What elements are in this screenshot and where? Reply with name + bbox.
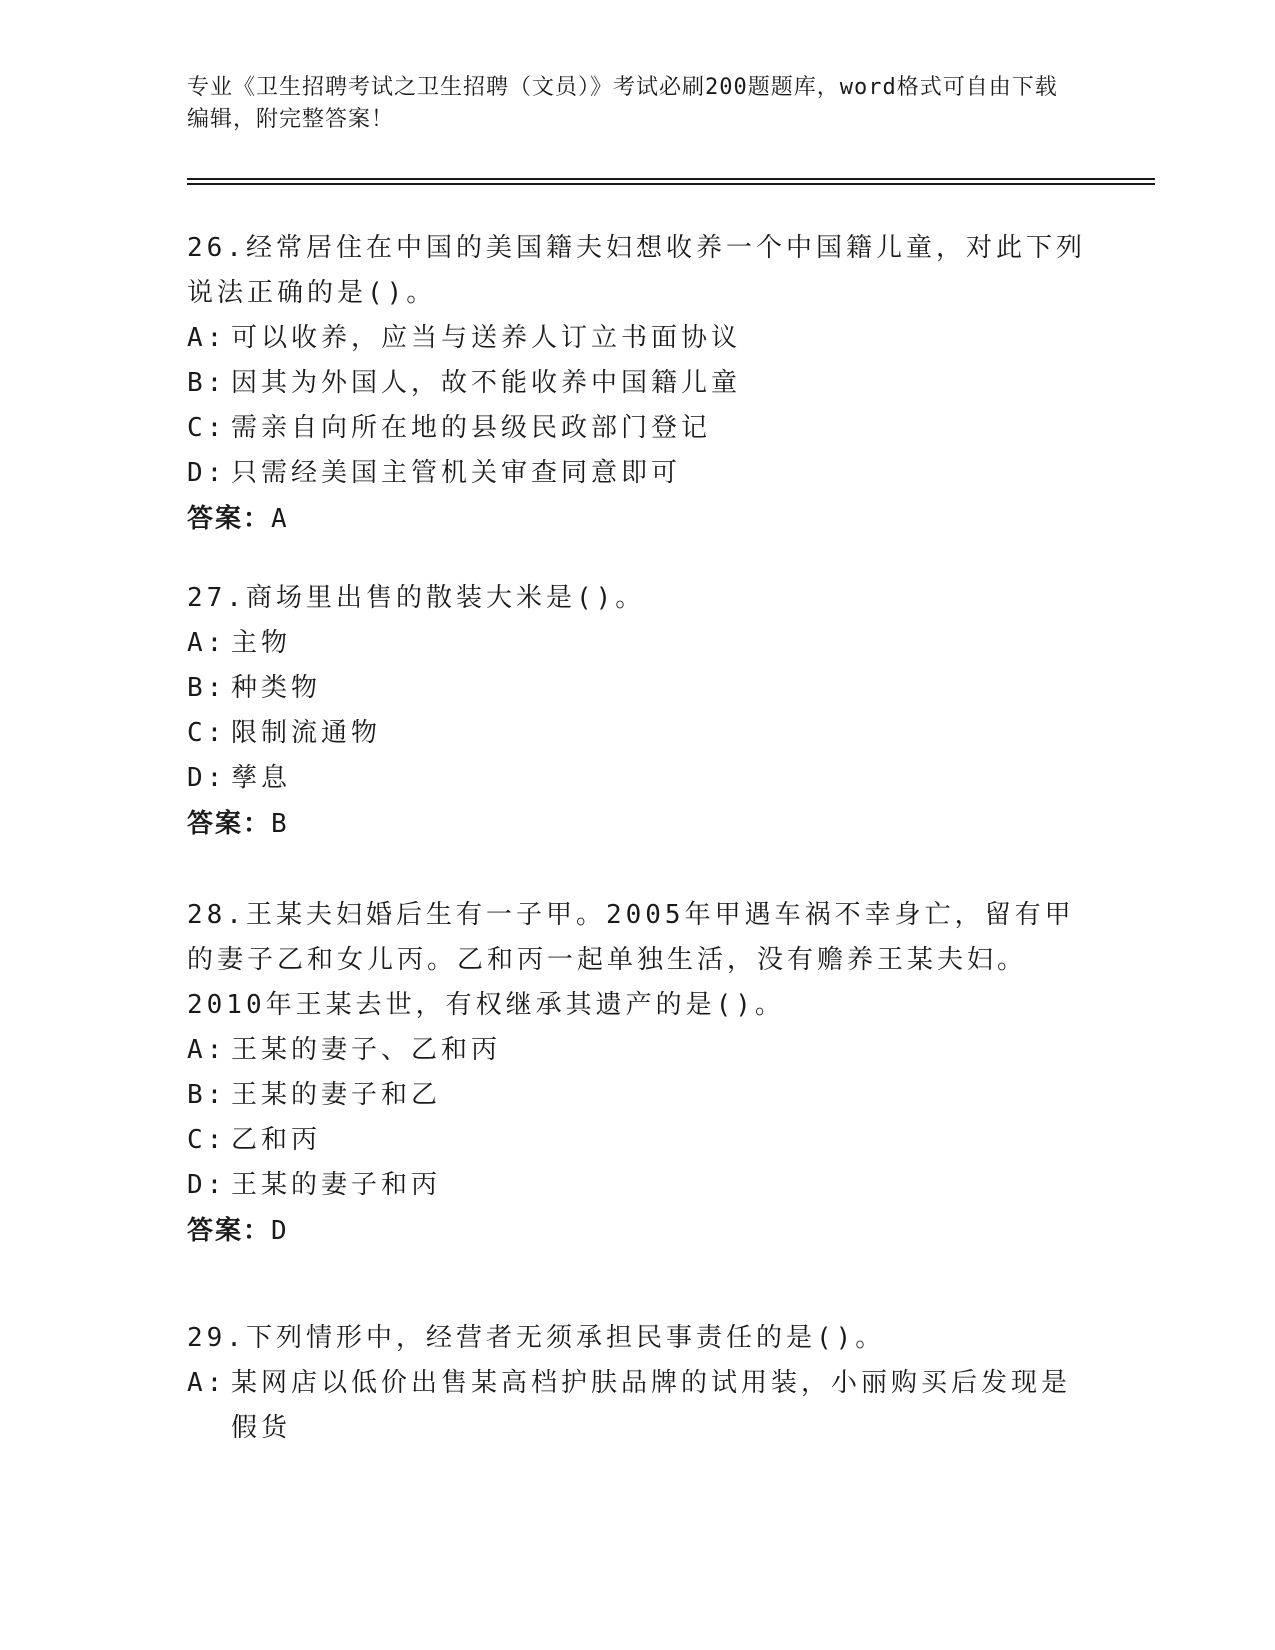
option-key: D: xyxy=(187,763,227,793)
question-28 xyxy=(187,893,1087,1254)
option-text: 王某的妻子和丙 xyxy=(231,1170,442,1200)
option-a xyxy=(187,1361,1087,1451)
option-d xyxy=(187,451,1087,496)
option-c xyxy=(187,1118,1087,1163)
question-stem: 29.下列情形中，经营者无须承担民事责任的是()。 xyxy=(187,1323,886,1353)
header-divider-bottom xyxy=(187,183,1155,185)
answer-line xyxy=(187,496,1087,542)
answer-value: B xyxy=(271,809,289,839)
option-a xyxy=(187,621,1087,666)
answer-label: 答案： xyxy=(187,504,272,534)
option-key: C: xyxy=(187,1125,227,1155)
question-27 xyxy=(187,576,1087,847)
option-b xyxy=(187,361,1087,406)
option-key: B: xyxy=(187,1080,227,1110)
option-b xyxy=(187,1073,1087,1118)
option-key: A: xyxy=(187,1368,227,1398)
document-header: 专业《卫生招聘考试之卫生招聘（文员）》考试必刷200题题库，word格式可自由下载编辑，附完整答案！ xyxy=(187,75,1058,132)
option-a xyxy=(187,1028,1087,1073)
option-d xyxy=(187,1163,1087,1208)
question-stem: 26.经常居住在中国的美国籍夫妇想收养一个中国籍儿童，对此下列说法正确的是()。 xyxy=(187,233,1086,308)
option-text: 乙和丙 xyxy=(231,1125,322,1155)
question-29 xyxy=(187,1316,1087,1451)
option-key: B: xyxy=(187,673,227,703)
option-c xyxy=(187,406,1087,451)
option-b xyxy=(187,666,1087,711)
answer-line xyxy=(187,1208,1087,1254)
option-key: A: xyxy=(187,628,227,658)
option-a xyxy=(187,316,1087,361)
option-key: D: xyxy=(187,458,227,488)
question-stem: 28.王某夫妇婚后生有一子甲。2005年甲遇车祸不幸身亡，留有甲的妻子乙和女儿丙。乙和丙一起单独生活，没有赡养王某夫妇。2010年王某去世，有权继承其遗产的是()。 xyxy=(187,900,1075,1020)
option-text: 主物 xyxy=(231,628,292,658)
header-divider-top xyxy=(187,178,1155,180)
option-text: 限制流通物 xyxy=(231,718,382,748)
option-key: A: xyxy=(187,1035,227,1065)
option-key: B: xyxy=(187,368,227,398)
option-c xyxy=(187,711,1087,756)
option-text: 王某的妻子、乙和丙 xyxy=(231,1035,502,1065)
option-key: C: xyxy=(187,413,227,443)
question-26 xyxy=(187,226,1087,542)
answer-label: 答案： xyxy=(187,1216,272,1246)
question-stem: 27.商场里出售的散装大米是()。 xyxy=(187,583,646,613)
option-text: 需亲自向所在地的县级民政部门登记 xyxy=(231,413,712,443)
option-text: 可以收养，应当与送养人订立书面协议 xyxy=(231,323,742,353)
option-text: 孳息 xyxy=(231,763,292,793)
option-text: 某网店以低价出售某高档护肤品牌的试用装，小丽购买后发现是假货 xyxy=(231,1368,1072,1443)
option-text: 因其为外国人，故不能收养中国籍儿童 xyxy=(231,368,742,398)
option-text: 种类物 xyxy=(231,673,322,703)
answer-value: D xyxy=(271,1216,289,1246)
option-text: 只需经美国主管机关审查同意即可 xyxy=(231,458,682,488)
answer-value: A xyxy=(271,504,289,534)
option-text: 王某的妻子和乙 xyxy=(231,1080,442,1110)
option-d xyxy=(187,756,1087,801)
option-key: A: xyxy=(187,323,227,353)
answer-label: 答案： xyxy=(187,809,272,839)
option-key: D: xyxy=(187,1170,227,1200)
option-key: C: xyxy=(187,718,227,748)
answer-line xyxy=(187,801,1087,847)
